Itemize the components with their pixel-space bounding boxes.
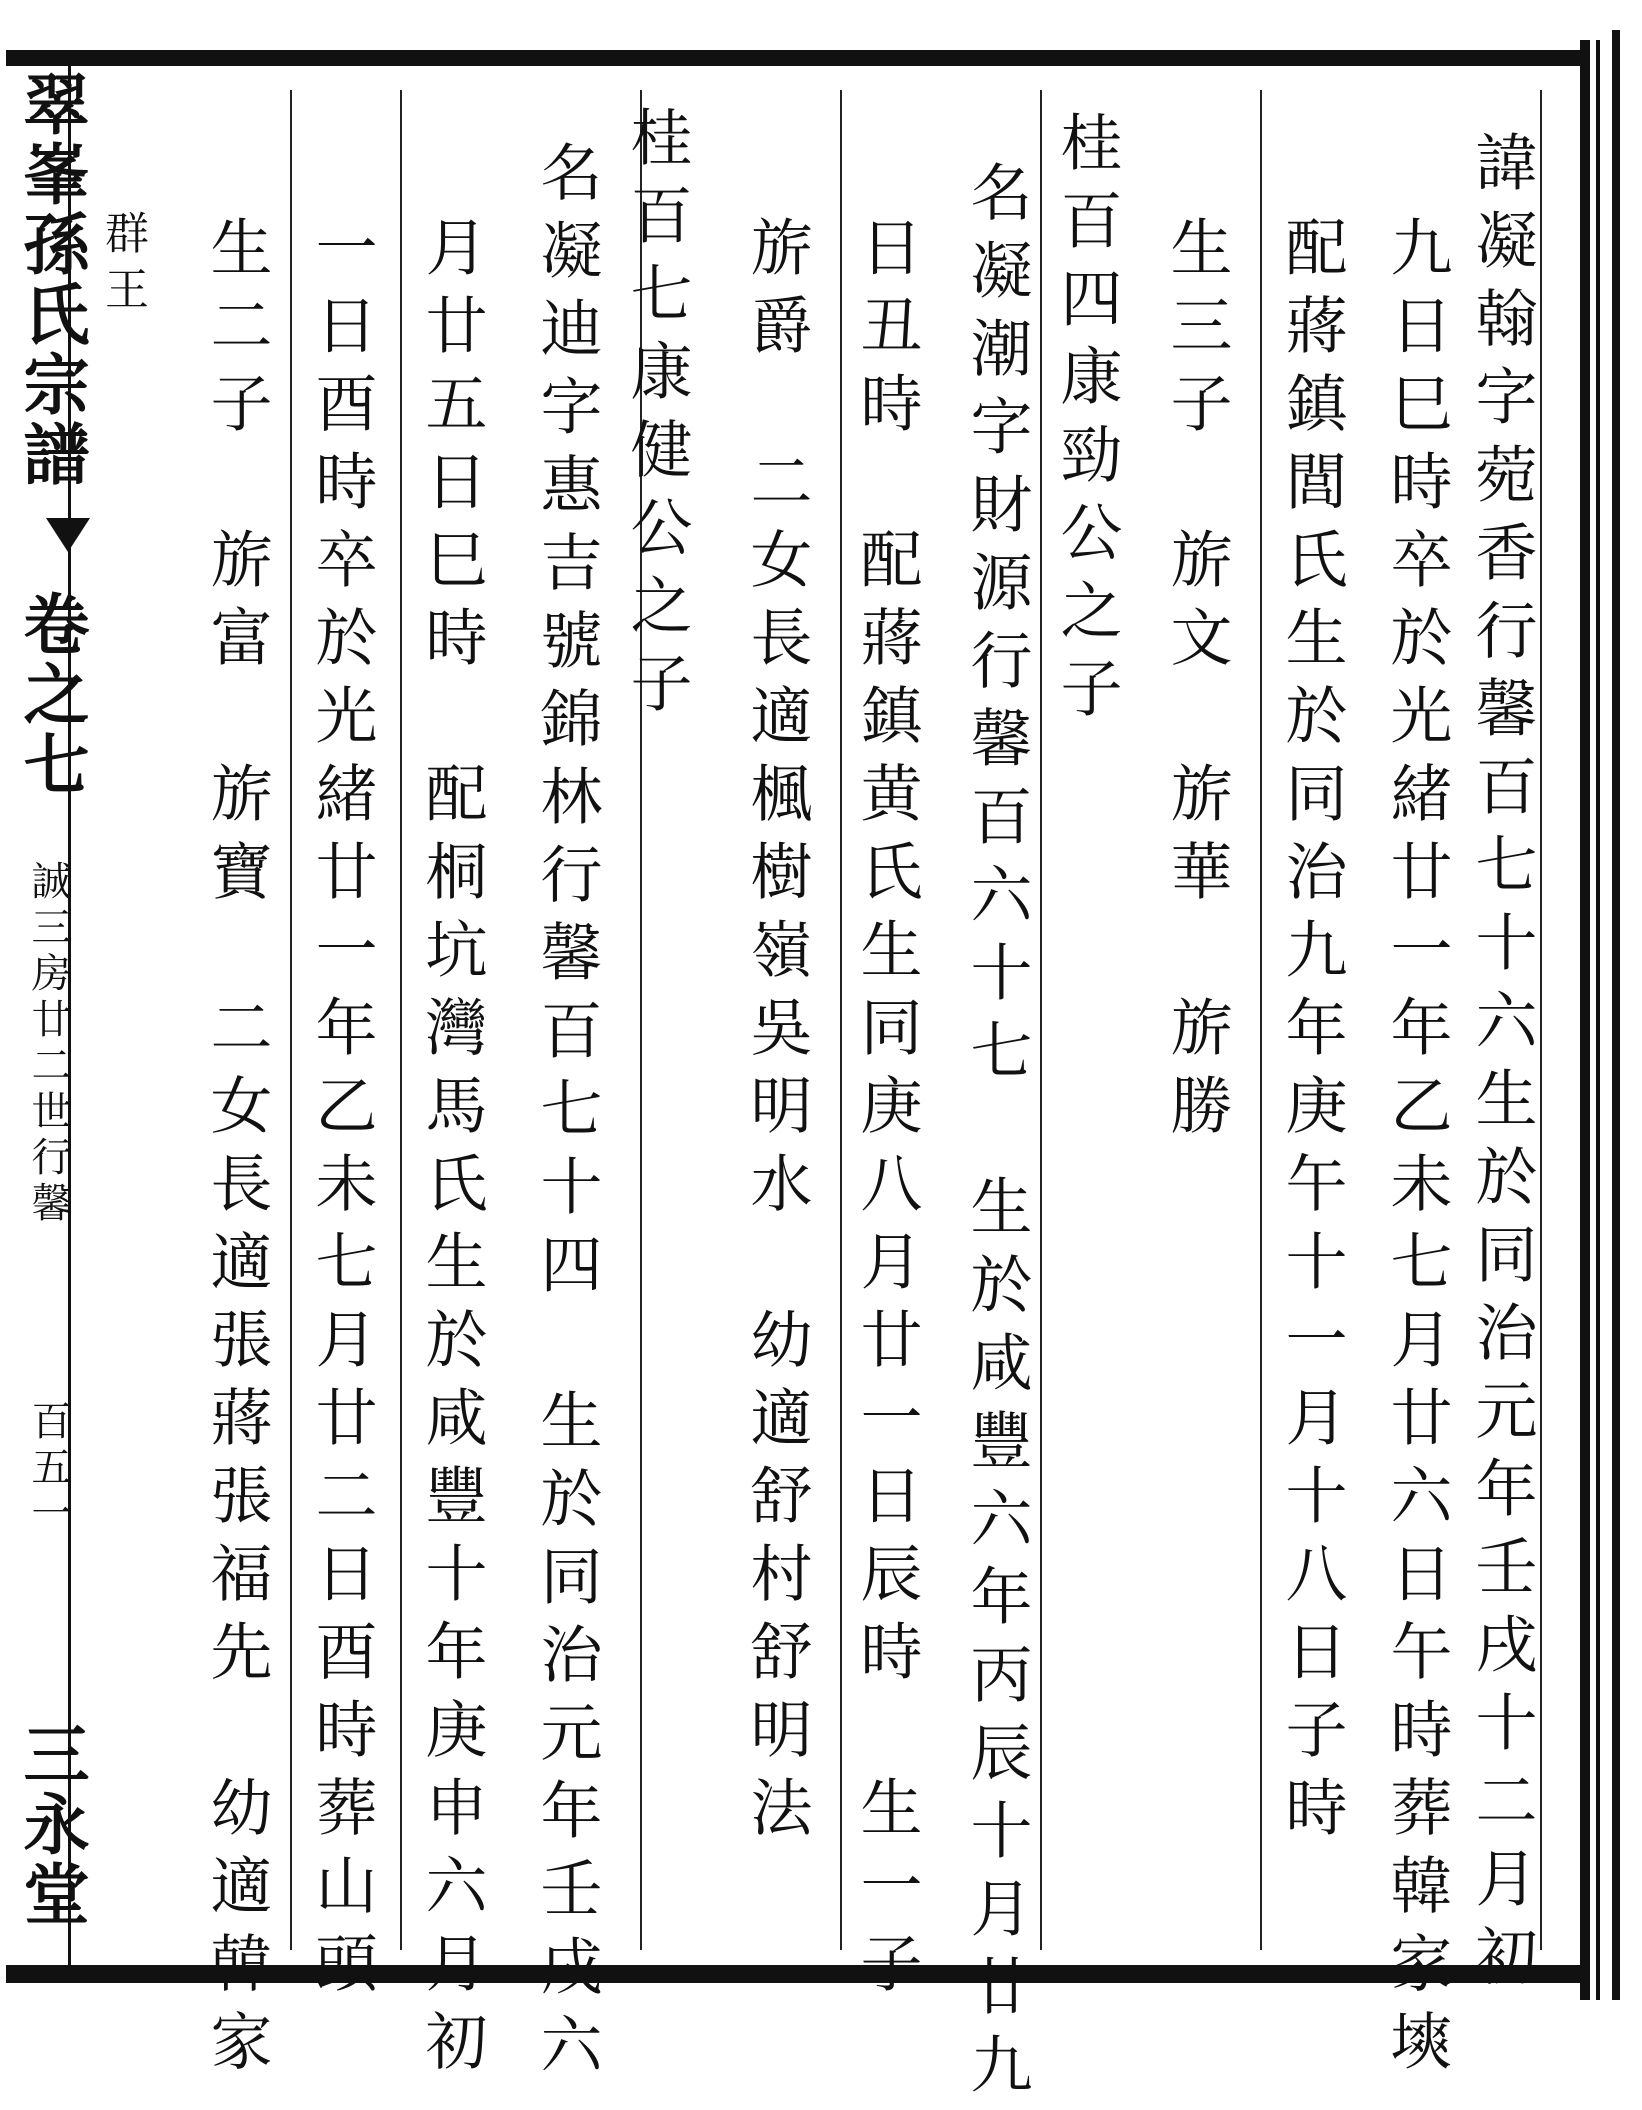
column-rule [1540,90,1542,1950]
text-column-8: 旂爵 二女長適楓樹嶺吳明水 幼適舒村舒明法 [740,215,813,1853]
text-column-3: 配蔣鎮閭氏生於同治九年庚午十一月十八日子時 [1275,215,1348,1853]
column-rule [840,90,842,1950]
top-border [6,50,1586,66]
text-column-4: 生三子 旂文 旂華 旂勝 [1160,215,1233,1151]
column-rule [1040,90,1042,1950]
text-column-12: 一日酉時卒於光緒廿一年乙未七月廿二日酉時葬山頭 [305,215,378,2009]
column-rule [290,90,292,1950]
column-rule [400,90,402,1950]
text-column-10: 名凝迪字惠吉號錦林行馨百七十四 生於同治元年壬戌六 [530,140,603,2090]
text-column-14: 群王 [97,210,148,322]
text-column-13: 生二子 旂富 旂寶 二女長適張蔣張福先 幼適韓家 [200,215,273,2087]
text-column-2: 九日巳時卒於光緒廿一年乙未七月廿六日午時葬韓家塽 [1380,215,1453,2087]
right-border-outer [1612,30,1620,2000]
text-column-11: 月廿五日巳時 配桐坑灣馬氏生於咸豐十年庚申六月初 [415,215,488,2087]
right-border-thin [1596,40,1600,2000]
volume-label: 卷之七 [12,590,90,800]
section-label: 誠三房廿二世行馨 [25,860,71,1228]
text-column-9: 桂百七康健公之子 [620,105,693,729]
text-column-1: 諱凝翰字菀香行馨百七十六生於同治元年壬戌十二月初 [1465,130,1538,2002]
text-column-6: 名凝潮字財源行馨百六十七 生於咸豐六年丙辰十月廿九 [960,160,1033,2110]
right-border-thick [1580,40,1590,2000]
page-number: 百五一 [25,1400,71,1538]
column-rule [1260,90,1262,1950]
text-column-7: 日丑時 配蔣鎮黄氏生同庚八月廿一日辰時 生一子 [850,215,923,2009]
hall-name: 三永堂 [12,1720,90,1930]
book-title: 翠峯孫氏宗譜 [12,70,90,490]
text-column-5: 桂百四康勁公之子 [1050,110,1123,734]
fishtail-mark [46,518,90,552]
